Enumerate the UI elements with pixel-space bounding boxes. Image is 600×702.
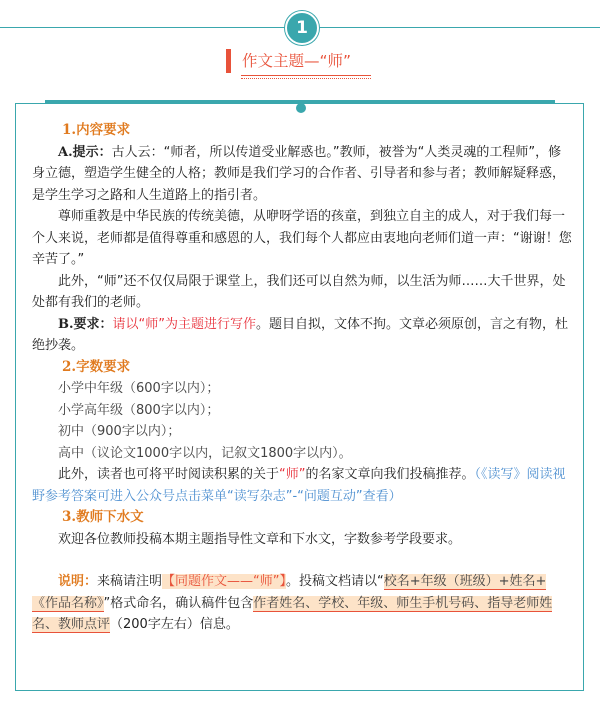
recommend-text-a: 此外，读者也可将平时阅读积累的关于 bbox=[58, 467, 280, 482]
respect-paragraph: 尊师重教是中华民族的传统美德，从咿呀学语的孩童，到独立自主的成人，对于我们每一个人来说，老师都是值得尊重和感恩的人，我们每个人都应由衷地向老师们道一声：“谢谢！您辛苦了。” bbox=[32, 209, 572, 267]
teacher-submission-text: 欢迎各位教师投稿本期主题指导性文章和下水文，字数参考学段要求。 bbox=[58, 531, 462, 547]
note-label: 说明： bbox=[58, 574, 98, 589]
prompt-label: A.提示： bbox=[58, 144, 112, 160]
title-accent-bar bbox=[226, 49, 231, 73]
note-text-2: 。投稿文档请以“ bbox=[286, 574, 384, 589]
note-highlight-3: 作者姓名、学校、年级、师生手机号码、指导老师姓名、教师点评 bbox=[32, 595, 553, 632]
world-teacher-paragraph: 此外，“师”还不仅仅局限于课堂上，我们还可以自然为师，以生活为师……大千世界，处处都有我们的老师。 bbox=[32, 273, 566, 310]
theme-title: 作文主题—“师” bbox=[242, 52, 352, 70]
content-body bbox=[32, 120, 572, 636]
section-number-badge: 1 bbox=[285, 11, 319, 45]
requirement-paragraph bbox=[32, 314, 572, 357]
word-limit-line: 高中（议论文1000字以内，记叙文1800字以内）。 bbox=[58, 445, 352, 461]
section3-heading: 3.教师下水文 bbox=[62, 509, 144, 525]
word-limit-line: 小学高年级（800字以内）； bbox=[58, 402, 220, 418]
recommend-highlight: “师” bbox=[279, 467, 306, 482]
requirement-highlight: 请以“师”为主题进行写作 bbox=[112, 316, 256, 332]
section1-heading: 1.内容要求 bbox=[62, 122, 131, 138]
recommend-paragraph bbox=[32, 464, 572, 507]
recommend-text-b: 的名家文章向我们投稿推荐。 bbox=[305, 467, 475, 482]
answer-link-note[interactable]: （《读写》阅读视野参考答案可进入公众号点击菜单“读写杂志”-“问题互动”查看） bbox=[32, 467, 566, 504]
spacer bbox=[32, 550, 572, 571]
note-text-4: （200字左右）信息。 bbox=[110, 617, 239, 632]
note-highlight-2: 校名+年级（班级）+姓名+《作品名称》 bbox=[32, 574, 547, 611]
word-limit-line: 小学中年级（600字以内）； bbox=[58, 381, 220, 396]
title-underline bbox=[241, 75, 371, 76]
prompt-paragraph bbox=[32, 142, 572, 207]
requirement-text: 。题目自拟，文体不拘。文章必须原创，言之有物，杜绝抄袭。 bbox=[32, 316, 569, 353]
word-limit-line: 初中（900字以内）； bbox=[58, 424, 181, 439]
requirement-label: B.要求： bbox=[58, 316, 113, 332]
note-text-1: 来稿请注明 bbox=[97, 574, 163, 589]
prompt-text: 古人云：“师者，所以传道受业解惑也。”教师，被誉为“人类灵魂的工程师”，修身立德，塑造学生健全的人格；教师是我们学习的合作者、引导者和参与者；教师解疑释惑，是学生学习之路和人生道路上的指引者。 bbox=[32, 144, 566, 203]
title-dotted-line bbox=[241, 78, 371, 79]
frame-dot bbox=[296, 103, 306, 113]
note-highlight-1: 【同题作文——“师”】 bbox=[162, 574, 287, 589]
note-text-3: ”格式命名，确认稿件包含 bbox=[103, 595, 254, 611]
section2-heading: 2.字数要求 bbox=[62, 358, 131, 375]
submission-note bbox=[32, 571, 572, 636]
